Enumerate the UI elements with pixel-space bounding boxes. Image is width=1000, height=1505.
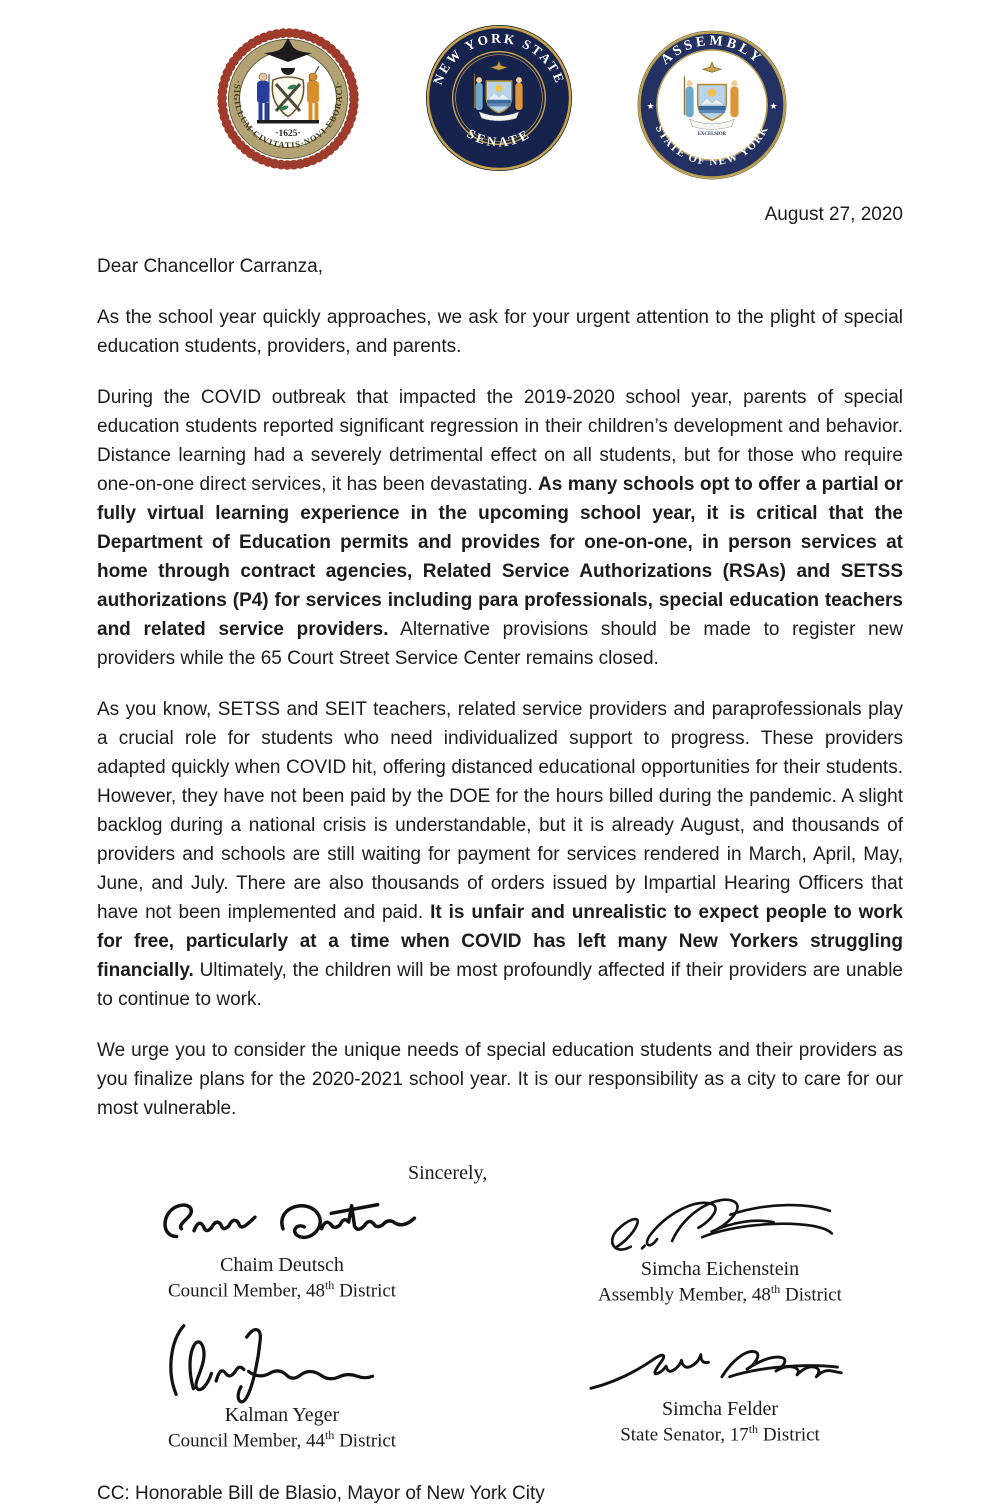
signatory-name: Kalman Yeger: [224, 1404, 340, 1427]
signature-block-simcha-felder: [490, 1320, 950, 1452]
signatory-title: Council Member, 48th District: [167, 1278, 397, 1302]
assembly-seal-star-left-icon: ★: [646, 101, 655, 111]
signatory-name: Simcha Eichenstein: [640, 1258, 800, 1280]
signature-simcha-eichenstein: [587, 1194, 853, 1256]
signature-block-chaim-deutsch: [52, 1194, 512, 1306]
nyc-city-seal-icon: [213, 24, 363, 174]
signature-chaim-deutsch: [147, 1194, 417, 1252]
senate-seal-top-text: NEW YORK STATE: [429, 30, 569, 87]
signature-simcha-felder: [582, 1344, 858, 1396]
signatory-name: Simcha Felder: [661, 1398, 779, 1421]
paragraph-2-text: During the COVID outbreak that impacted the 2019-2020 school year, parents of special education students reported significant regression in their children’s development and behavior. Distance learning had a severely detrimental effect on all students, but for those who require one-on-one direct services, it has been devastating.: [97, 387, 903, 495]
paragraph-3-bold-text: It is unfair and unrealistic to expect people to work for free, particularly at a time when COVID has left many New Yorkers struggling financially.: [97, 902, 903, 981]
assembly-seal-star-right-icon: ★: [769, 101, 778, 111]
paragraph-3-text-end: Ultimately, the children will be most profoundly affected if their providers are unable to continue to work.: [97, 960, 903, 1010]
paragraph-2: [97, 383, 903, 673]
salutation: Dear Chancellor Carranza,: [97, 256, 323, 277]
senate-seal-banner-text: EXCELSIOR: [485, 121, 513, 127]
seals-row: [0, 0, 1000, 174]
nyc-seal-year: ·1625·: [275, 129, 301, 139]
closing-sincerely: Sincerely,: [408, 1162, 488, 1184]
paragraph-4: We urge you to consider the unique needs of special education students and their providers as you finalize plans for the 2020-2021 school year. It is our responsibility as a city to care for our most vulnerable.: [97, 1040, 903, 1119]
nys-senate-seal-icon: [425, 24, 575, 174]
assembly-seal-top-text: ASSEMBLY: [658, 33, 766, 68]
senate-seal-bottom-text: SENATE: [464, 125, 534, 150]
paragraph-3-text: As you know, SETSS and SEIT teachers, related service providers and paraprofessionals play a crucial role for students who need individualized support to progress. These providers adapted quickly when COVID hit, offering distanced educational opportunities for their students. However, they have not been paid by the DOE for the hours billed during the pandemic. A slight backlog during a national crisis is understandable, but it is already August, and thousands of providers and schools are still waiting for payment for services rendered in March, April, May, June, and July. There are also thousands of orders issued by Impartial Hearing Officers that have not been implemented and paid.: [97, 699, 903, 923]
signature-block-kalman-yeger: [52, 1320, 512, 1452]
signature-kalman-yeger: [157, 1320, 407, 1402]
signatory-title: State Senator, 17th District: [620, 1422, 820, 1446]
nyc-seal-ring-text: ·SIGILLUM·CIVITATIS·NOVI·EBORACI·: [231, 79, 345, 151]
paragraph-2-text-end: Alternative provisions should be made to register new providers while the 65 Court Street Service Center remains closed.: [97, 619, 903, 669]
assembly-seal-banner-text: EXCELSIOR: [697, 132, 727, 137]
paragraph-2-bold-text: As many schools opt to offer a partial or fully virtual learning experience in the upcoming school year, it is critical that the Department of Education permits and provides for one-on-one, in person services at home through contract agencies, Related Service Authorizations (RSAs) and SETSS authorizations (P4) for services including para professionals, special education teachers and related service providers.: [97, 474, 903, 640]
assembly-seal-bottom-text: STATE OF NEW YORK: [652, 123, 772, 169]
signatory-title: Assembly Member, 48th District: [598, 1282, 842, 1306]
letter-body: [97, 252, 903, 1188]
nys-assembly-seal-icon: [637, 30, 787, 180]
date-line: August 27, 2020: [764, 204, 903, 225]
paragraph-1: As the school year quickly approaches, we ask for your urgent attention to the plight of special education students, providers, and parents.: [97, 307, 903, 357]
signatory-name: Chaim Deutsch: [220, 1254, 344, 1276]
signature-grid: [40, 1194, 960, 1453]
cc-line: CC: Honorable Bill de Blasio, Mayor of New York City: [97, 1482, 545, 1504]
signatory-title: Council Member, 44th District: [167, 1428, 397, 1452]
signature-block-simcha-eichenstein: [490, 1194, 950, 1306]
paragraph-3: [97, 695, 903, 1014]
